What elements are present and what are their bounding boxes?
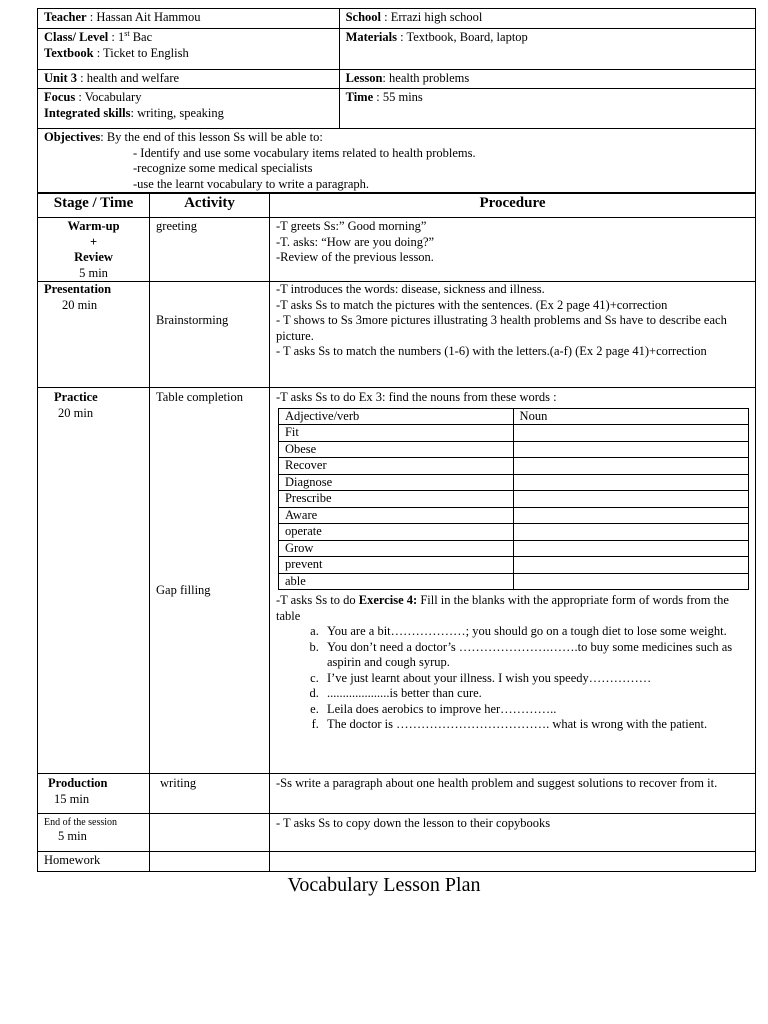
list-item: c. I’ve just learnt about your illness. I wish you speedy…………… <box>322 671 749 687</box>
materials-value: : Textbook, Board, laptop <box>396 30 528 44</box>
header-activity: Activity <box>150 193 270 218</box>
class-label: Class/ Level <box>44 30 109 44</box>
header-procedure: Procedure <box>269 193 755 218</box>
word-cell: Aware <box>278 507 513 524</box>
presentation-time: 20 min <box>62 297 98 312</box>
production-activity: writing <box>150 774 270 814</box>
list-item: b. You don’t need a doctor’s ………………….…….to buy some medicines such as aspirin and cough syrup. <box>322 640 749 671</box>
teacher-cell <box>38 9 340 29</box>
presentation-stage: Presentation <box>44 282 112 296</box>
noun-blank-cell <box>513 474 748 491</box>
lesson-label: Lesson <box>345 71 383 85</box>
gap-fill-sentences <box>276 624 749 733</box>
table-row <box>278 425 748 442</box>
header-stage: Stage / Time <box>38 193 150 218</box>
teacher-value: : Hassan Ait Hammou <box>86 10 201 24</box>
review-stage: Review <box>74 250 113 264</box>
page-caption: Vocabulary Lesson Plan <box>287 874 481 896</box>
table-row <box>278 441 748 458</box>
table-row <box>278 540 748 557</box>
homework-procedure <box>269 852 755 872</box>
presentation-procedure <box>269 282 755 388</box>
procedure-line: -Review of the previous lesson. <box>275 250 434 264</box>
class-value: : 1 <box>108 30 125 44</box>
unit-cell <box>38 70 340 89</box>
unit-value: : health and welfare <box>77 71 180 85</box>
table-row <box>278 491 748 508</box>
objective-item: - Identify and use some vocabulary items related to health problems. <box>133 145 476 160</box>
skills-label: Integrated skills <box>44 105 131 120</box>
exercise-3-instruction: -T asks Ss to do Ex 3: find the nouns from these words : <box>275 390 557 404</box>
column-header-noun: Noun <box>513 408 748 425</box>
exercise-4-instruction <box>276 593 749 624</box>
focus-cell <box>38 89 340 129</box>
class-cell <box>38 29 340 70</box>
objectives-intro: : By the end of this lesson Ss will be able to: <box>100 130 323 144</box>
table-completion-activity: Table completion <box>156 390 243 404</box>
presentation-stage-cell <box>38 282 150 388</box>
word-cell: operate <box>278 524 513 541</box>
noun-blank-cell <box>513 491 748 508</box>
practice-procedure <box>269 388 755 774</box>
teacher-label: Teacher <box>44 10 87 24</box>
warmup-time: 5 min <box>79 265 108 280</box>
procedure-table <box>37 192 756 872</box>
warmup-plus: + <box>89 234 98 249</box>
gap-filling-activity: Gap filling <box>156 582 211 597</box>
procedure-line: -T greets Ss:” Good morning” <box>275 219 427 233</box>
word-cell: Diagnose <box>278 474 513 491</box>
noun-blank-cell <box>513 557 748 574</box>
noun-blank-cell <box>513 524 748 541</box>
exercise-4-text: Fill in the blanks with the appropriate form of words from the table <box>275 593 729 623</box>
end-session-stage: End of the session <box>44 817 118 828</box>
procedure-line: - T asks Ss to match the numbers (1-6) with the letters.(a-f) (Ex 2 page 41)+correction <box>275 344 707 358</box>
time-value: : 55 mins <box>373 90 423 104</box>
class-value-post: Bac <box>129 30 153 44</box>
list-item: a. You are a bit………………; you should go on a tough diet to lose some weight. <box>322 624 749 640</box>
warmup-stage: Warm-up <box>67 219 120 233</box>
materials-label: Materials <box>345 30 397 44</box>
table-row <box>278 474 748 491</box>
exercise-4-label: Exercise 4: <box>358 593 418 607</box>
textbook-label: Textbook <box>44 45 94 60</box>
time-label: Time <box>345 90 374 104</box>
production-procedure: -Ss write a paragraph about one health problem and suggest solutions to recover from it. <box>269 774 755 814</box>
list-item: f. The doctor is ………………………………. what is wrong with the patient. <box>322 717 749 733</box>
word-cell: prevent <box>278 557 513 574</box>
procedure-line: -T introduces the words: disease, sickness and illness. <box>275 282 545 296</box>
warmup-procedure <box>269 218 755 282</box>
word-cell: Recover <box>278 458 513 475</box>
procedure-line: - T shows to Ss 3more pictures illustrating 3 health problems and Ss have to describe each picture. <box>275 313 727 343</box>
presentation-activity: Brainstorming <box>156 313 229 327</box>
noun-blank-cell <box>513 540 748 557</box>
lesson-value: : health problems <box>382 71 470 85</box>
table-row <box>278 573 748 590</box>
objectives-cell <box>38 129 756 194</box>
table-row <box>278 458 748 475</box>
list-item: e. Leila does aerobics to improve her………….. <box>322 702 749 718</box>
school-value: : Errazi high school <box>381 10 483 24</box>
word-cell: Prescribe <box>278 491 513 508</box>
unit-label: Unit 3 <box>44 71 77 85</box>
lesson-info-table <box>37 8 756 194</box>
presentation-activity-cell <box>150 282 270 388</box>
skills-value: : writing, speaking <box>130 105 224 120</box>
textbook-value: : Ticket to English <box>93 45 189 60</box>
focus-label: Focus <box>44 90 76 104</box>
time-cell <box>339 89 755 129</box>
noun-blank-cell <box>513 425 748 442</box>
table-row <box>278 557 748 574</box>
table-row <box>278 524 748 541</box>
end-session-stage-cell <box>38 814 150 852</box>
column-header-adjective-verb: Adjective/verb <box>278 408 513 425</box>
production-time: 15 min <box>54 791 90 806</box>
warmup-activity: greeting <box>150 218 270 282</box>
noun-blank-cell <box>513 573 748 590</box>
word-cell: able <box>278 573 513 590</box>
focus-value: : Vocabulary <box>75 90 142 104</box>
school-cell <box>339 9 755 29</box>
end-session-procedure: - T asks Ss to copy down the lesson to their copybooks <box>269 814 755 852</box>
list-item: d. ....................is better than cure. <box>322 686 749 702</box>
end-session-activity <box>150 814 270 852</box>
lesson-cell <box>339 70 755 89</box>
warmup-stage-cell <box>38 218 150 282</box>
procedure-line: -T asks Ss to match the pictures with the sentences. (Ex 2 page 41)+correction <box>275 297 668 312</box>
word-forms-table <box>278 408 749 591</box>
practice-activity-cell <box>150 388 270 774</box>
objective-item: -use the learnt vocabulary to write a paragraph. <box>133 176 370 191</box>
homework-stage: Homework <box>38 852 150 872</box>
procedure-line: -T. asks: “How are you doing?” <box>275 234 435 249</box>
class-sup: st <box>124 28 130 38</box>
production-stage-cell <box>38 774 150 814</box>
practice-stage: Practice <box>54 390 98 404</box>
word-cell: Obese <box>278 441 513 458</box>
exercise-4-pre: -T asks Ss to do <box>275 593 359 607</box>
noun-blank-cell <box>513 458 748 475</box>
practice-time: 20 min <box>58 405 94 420</box>
materials-cell <box>339 29 755 70</box>
production-stage: Production <box>48 776 108 790</box>
noun-blank-cell <box>513 441 748 458</box>
practice-stage-cell <box>38 388 150 774</box>
table-row <box>278 507 748 524</box>
objectives-label: Objectives <box>44 130 101 144</box>
objective-item: -recognize some medical specialists <box>133 161 313 175</box>
noun-blank-cell <box>513 507 748 524</box>
word-cell: Fit <box>278 425 513 442</box>
homework-activity <box>150 852 270 872</box>
word-cell: Grow <box>278 540 513 557</box>
school-label: School <box>345 10 382 24</box>
end-session-time: 5 min <box>58 829 87 843</box>
